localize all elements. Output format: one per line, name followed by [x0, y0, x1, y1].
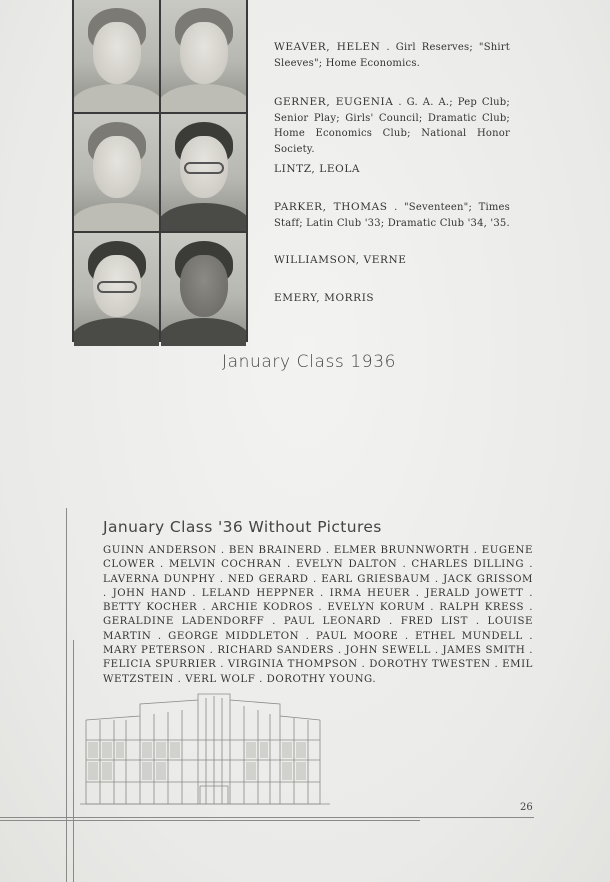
entry-name: WEAVER, HELEN: [274, 41, 381, 53]
portrait-photo: [74, 0, 159, 112]
portrait-photo: [161, 0, 246, 112]
entry-name: PARKER, THOMAS: [274, 201, 388, 213]
senior-entry: [274, 291, 510, 307]
senior-entry: [274, 40, 510, 71]
entry-name: LINTZ, LEOLA: [274, 163, 361, 175]
without-pictures-title: January Class '36 Without Pictures: [103, 518, 382, 536]
senior-entry: [274, 95, 510, 157]
entry-name: EMERY, MORRIS: [274, 292, 375, 304]
senior-entry: [274, 162, 510, 178]
entry-name: GERNER, EUGENIA: [274, 96, 394, 108]
entry-activities: . Girl Reserves; "Shirt Sleeves"; Home Economics.: [274, 42, 511, 69]
without-pictures-names: GUINN ANDERSON . BEN BRAINERD . ELMER BRUNNWORTH . EUGENE CLOWER . MELVIN COCHRAN . EVELYN DALTON . CHARLES DILLING . LAVERNA DUNPHY . NED GERARD . EARL GRIESBAUM . JACK GRISSOM . JOHN HAND . LELAND HEPPNER . IRMA HEUER . JERALD JOWETT . BETTY KOCHER . ARCHIE KODROS . EVELYN KORUM . RALPH KRESS . GERALDINE LADENDORFF . PAUL LEONARD . FRED LIST . LOUISE MARTIN . GEORGE MIDDLETON . PAUL MOORE . ETHEL MUNDELL . MARY PETERSON . RICHARD SANDERS . JOHN SEWELL . JAMES SMITH . FELICIA SPURRIER . VIRGINIA THOMPSON . DOROTHY TWESTEN . EMIL WETZSTEIN . VERL WOLF . DOROTHY YOUNG.: [103, 545, 533, 685]
entry-name: WILLIAMSON, VERNE: [274, 254, 407, 266]
divider-line: [73, 640, 74, 882]
page-number: 26: [520, 802, 533, 813]
portrait-photo: [74, 114, 159, 231]
school-building-illustration: [80, 690, 330, 810]
divider-line: [0, 817, 534, 818]
portrait-photo: [161, 114, 246, 231]
divider-line: [66, 508, 67, 882]
entry-activities: . G. A. A.; Pep Club; Senior Play; Girls' Council; Dramatic Club; Home Economics Club; National Honor Society.: [274, 97, 510, 155]
portrait-photo: [161, 233, 246, 346]
class-title: January Class 1936: [222, 352, 397, 372]
divider-line: [0, 820, 420, 821]
senior-entry: [274, 200, 510, 231]
portrait-photo: [74, 233, 159, 346]
entry-activities: . "Seventeen"; Times Staff; Latin Club '33; Dramatic Club '34, '35.: [274, 202, 510, 229]
senior-entry: [274, 253, 510, 269]
portrait-grid: [72, 0, 248, 342]
